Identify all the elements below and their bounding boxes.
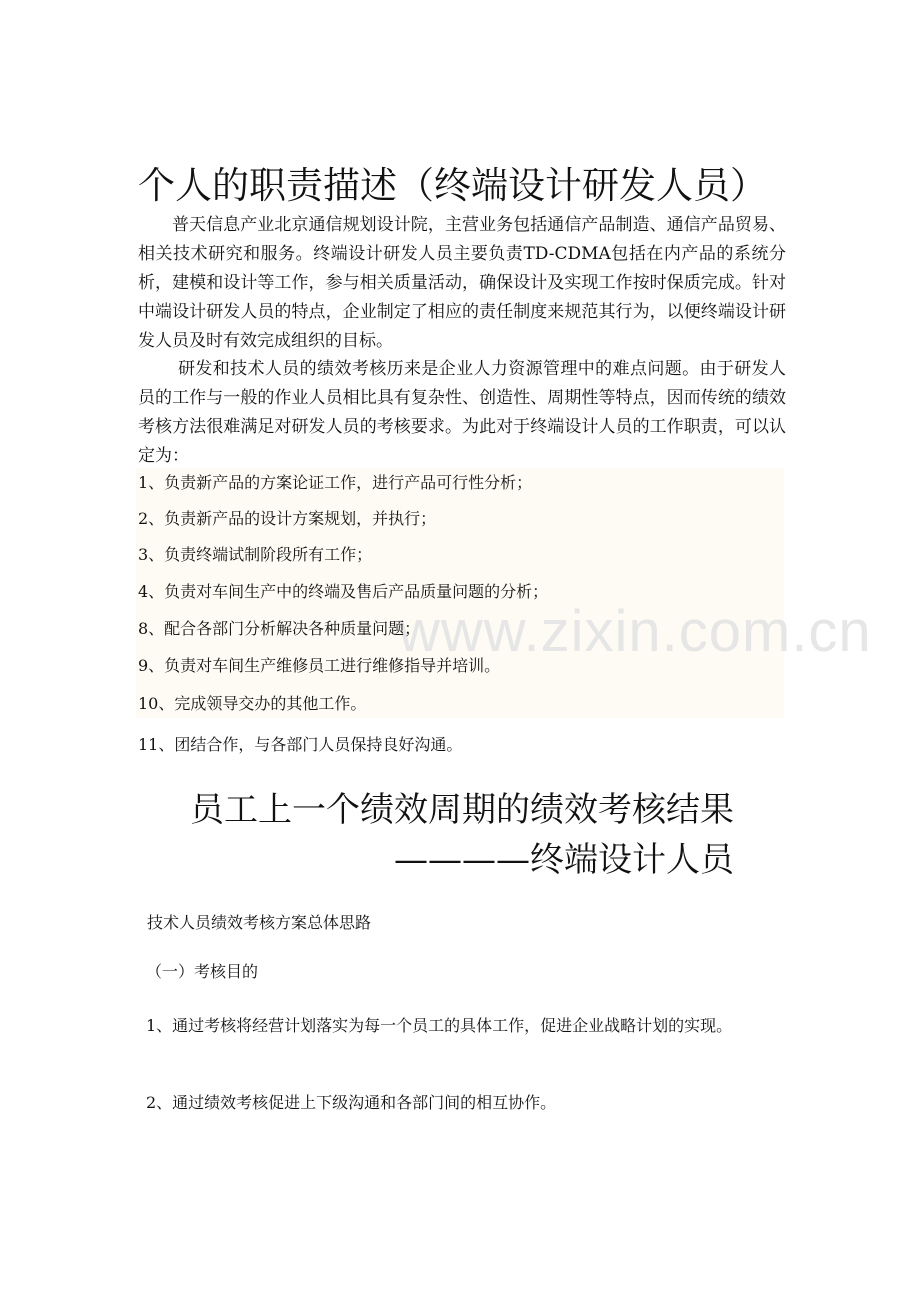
duty-item: 1、负责新产品的方案论证工作，进行产品可行性分析； <box>138 473 533 492</box>
watermark-text: www.zixin.com.cn <box>398 599 872 664</box>
assessment-paragraph: 研发和技术人员的绩效考核历来是企业人力资源管理中的难点问题。由于研发人员的工作与一般的作业人员相比具有复杂性、创造性、周期性等特点，因而传统的绩效考核方法很难满足对研发人员的考核要求。为此对于终端设计人员的工作职责，可以认定为： <box>138 359 786 466</box>
duty-item: 8、配合各部门分析解决各种质量问题； <box>138 619 421 638</box>
section-title: 员工上一个绩效周期的绩效考核结果 <box>190 790 734 830</box>
duty-item: 4、负责对车间生产中的终端及售后产品质量问题的分析； <box>138 582 549 601</box>
section-subtitle: 技术人员绩效考核方案总体思路 <box>147 913 372 932</box>
section-heading: （一）考核目的 <box>146 962 259 981</box>
duty-item: 2、负责新产品的设计方案规划，并执行； <box>138 509 437 528</box>
duty-item: 11、团结合作，与各部门人员保持良好沟通。 <box>138 735 463 754</box>
page-title: 个人的职责描述（终端设计研发人员） <box>138 164 767 207</box>
section-title-subline: ————终端设计人员 <box>394 840 734 880</box>
duty-item: 3、负责终端试制阶段所有工作； <box>138 545 373 564</box>
purpose-item: 2、通过绩效考核促进上下级沟通和各部门间的相互协作。 <box>146 1093 557 1112</box>
intro-paragraph: 普天信息产业北京通信规划设计院，主营业务包括通信产品制造、通信产品贸易、相关技术研究和服务。终端设计研发人员主要负责TD-CDMA包括在内产品的系统分析，建模和设计等工作，参与相关质量活动，确保设计及实现工作按时保质完成。针对中端设计研发人员的特点，企业制定了相应的责任制度来规范其行为，以便终端设计研发人员及时有效完成组织的目标。 <box>138 215 786 351</box>
purpose-item: 1、通过考核将经营计划落实为每一个员工的具体工作，促进企业战略计划的实现。 <box>146 1016 733 1035</box>
duty-item: 9、负责对车间生产维修员工进行维修指导并培训。 <box>138 656 501 675</box>
duty-item: 10、完成领导交办的其他工作。 <box>138 694 367 713</box>
